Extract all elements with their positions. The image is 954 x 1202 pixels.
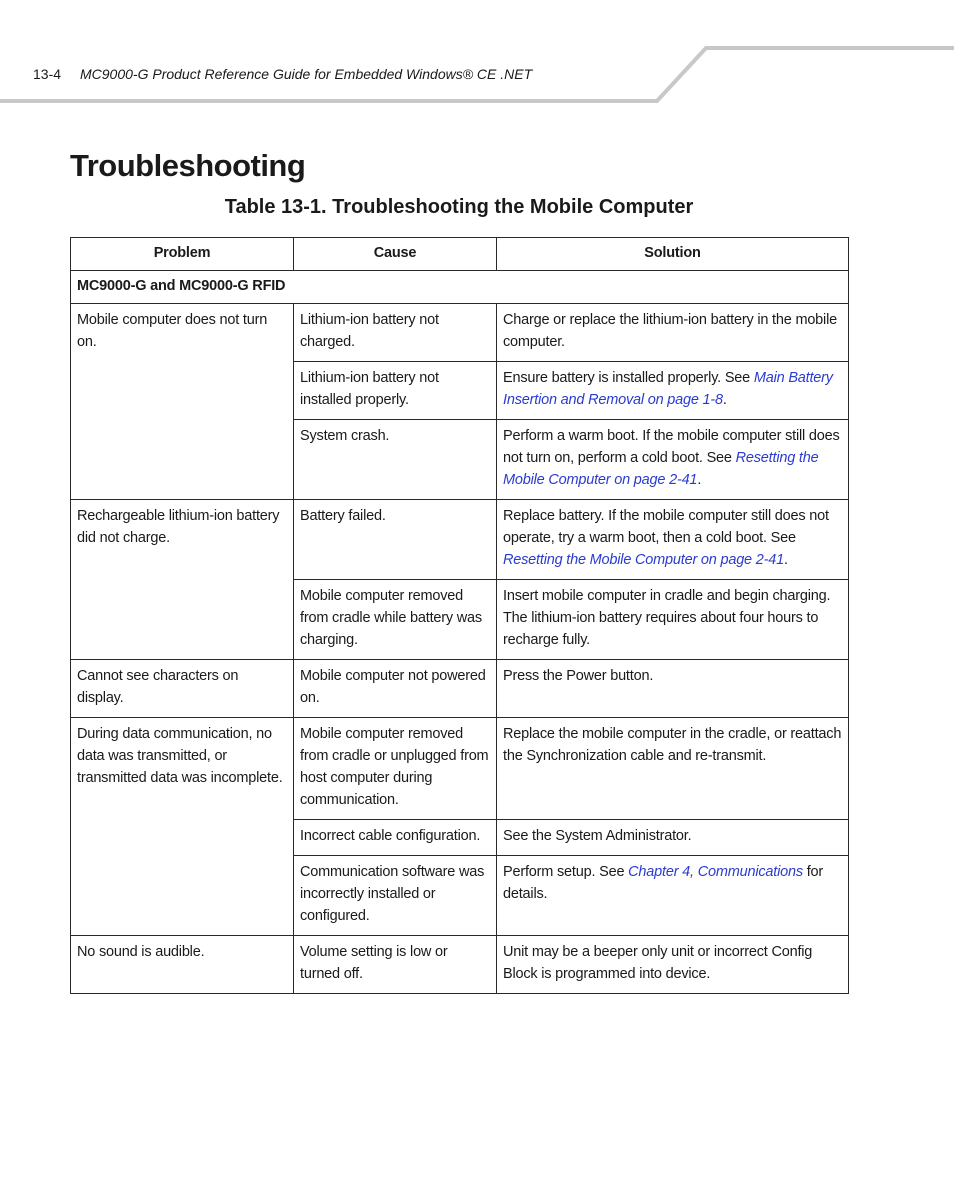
running-title: MC9000-G Product Reference Guide for Embedded Windows® CE .NET — [80, 66, 533, 82]
cross-reference-link[interactable]: Resetting the Mobile Computer on page 2-41 — [503, 450, 819, 488]
cause-cell: Lithium-ion battery not installed properly. — [294, 362, 497, 420]
problem-cell: Cannot see characters on display. — [71, 660, 294, 718]
solution-text: Perform setup. See — [503, 864, 629, 880]
cross-reference-link[interactable]: Chapter 4, Communications — [628, 864, 803, 880]
cause-cell: Mobile computer not powered on. — [294, 660, 497, 718]
table-caption: Table 13-1. Troubleshooting the Mobile Computer — [224, 196, 694, 218]
solution-text: Unit may be a beeper only unit or incorrect Config Block is programmed into device. — [503, 944, 813, 982]
cause-cell: Battery failed. — [294, 500, 497, 580]
column-header-solution: Solution — [497, 238, 849, 271]
troubleshooting-table — [70, 237, 849, 994]
table-row — [71, 718, 849, 820]
solution-text: Press the Power button. — [503, 668, 654, 684]
solution-text-suffix: . — [722, 392, 727, 408]
cause-cell: Communication software was incorrectly installed or configured. — [294, 856, 497, 936]
solution-text: Replace battery. If the mobile computer still does not operate, try a warm boot, then a cold boot. See — [503, 508, 829, 546]
solution-text: Charge or replace the lithium-ion battery in the mobile computer. — [503, 312, 837, 350]
solution-text: Ensure battery is installed properly. See — [503, 370, 754, 386]
solution-cell — [497, 856, 849, 936]
solution-text: See the System Administrator. — [503, 828, 692, 844]
solution-cell — [497, 500, 849, 580]
solution-cell — [497, 660, 849, 718]
cause-cell: Incorrect cable configuration. — [294, 820, 497, 856]
solution-cell — [497, 362, 849, 420]
group-label: MC9000-G and MC9000-G RFID — [71, 271, 849, 304]
table-row — [71, 304, 849, 362]
solution-cell — [497, 936, 849, 994]
cross-reference-link[interactable]: Resetting the Mobile Computer on page 2-41 — [503, 552, 784, 568]
column-header-cause: Cause — [294, 238, 497, 271]
cause-cell: Mobile computer removed from cradle while battery was charging. — [294, 580, 497, 660]
solution-text-suffix: . — [697, 472, 702, 488]
header-rule-graphic — [0, 0, 954, 110]
page-header — [0, 0, 954, 110]
solution-cell — [497, 420, 849, 500]
table-row — [71, 500, 849, 580]
solution-text: Insert mobile computer in cradle and begin charging. The lithium-ion battery requires about four hours to recharge fully. — [503, 588, 831, 648]
cause-cell: Lithium-ion battery not charged. — [294, 304, 497, 362]
page-number: 13-4 — [33, 66, 62, 82]
problem-cell: Rechargeable lithium-ion battery did not charge. — [71, 500, 294, 660]
solution-cell — [497, 580, 849, 660]
solution-text: Replace the mobile computer in the cradle, or reattach the Synchronization cable and re-transmit. — [503, 726, 842, 764]
solution-cell — [497, 718, 849, 820]
cause-cell: Mobile computer removed from cradle or unplugged from host computer during communication. — [294, 718, 497, 820]
solution-cell — [497, 820, 849, 856]
column-header-problem: Problem — [71, 238, 294, 271]
table-group-row — [71, 271, 849, 304]
problem-cell: Mobile computer does not turn on. — [71, 304, 294, 500]
problem-cell: No sound is audible. — [71, 936, 294, 994]
cause-cell: System crash. — [294, 420, 497, 500]
solution-text: Perform a warm boot. If the mobile computer still does not turn on, perform a cold boot. See — [503, 428, 840, 466]
section-title: Troubleshooting — [70, 148, 306, 183]
table-row — [71, 660, 849, 718]
cause-cell: Volume setting is low or turned off. — [294, 936, 497, 994]
solution-cell — [497, 304, 849, 362]
solution-text-suffix: . — [783, 552, 788, 568]
solution-text-suffix: for details. — [503, 864, 824, 902]
cross-reference-link[interactable]: Main Battery Insertion and Removal on page 1-8 — [503, 370, 833, 408]
table-header-row — [71, 238, 849, 271]
table-row — [71, 936, 849, 994]
problem-cell: During data communication, no data was transmitted, or transmitted data was incomplete. — [71, 718, 294, 936]
